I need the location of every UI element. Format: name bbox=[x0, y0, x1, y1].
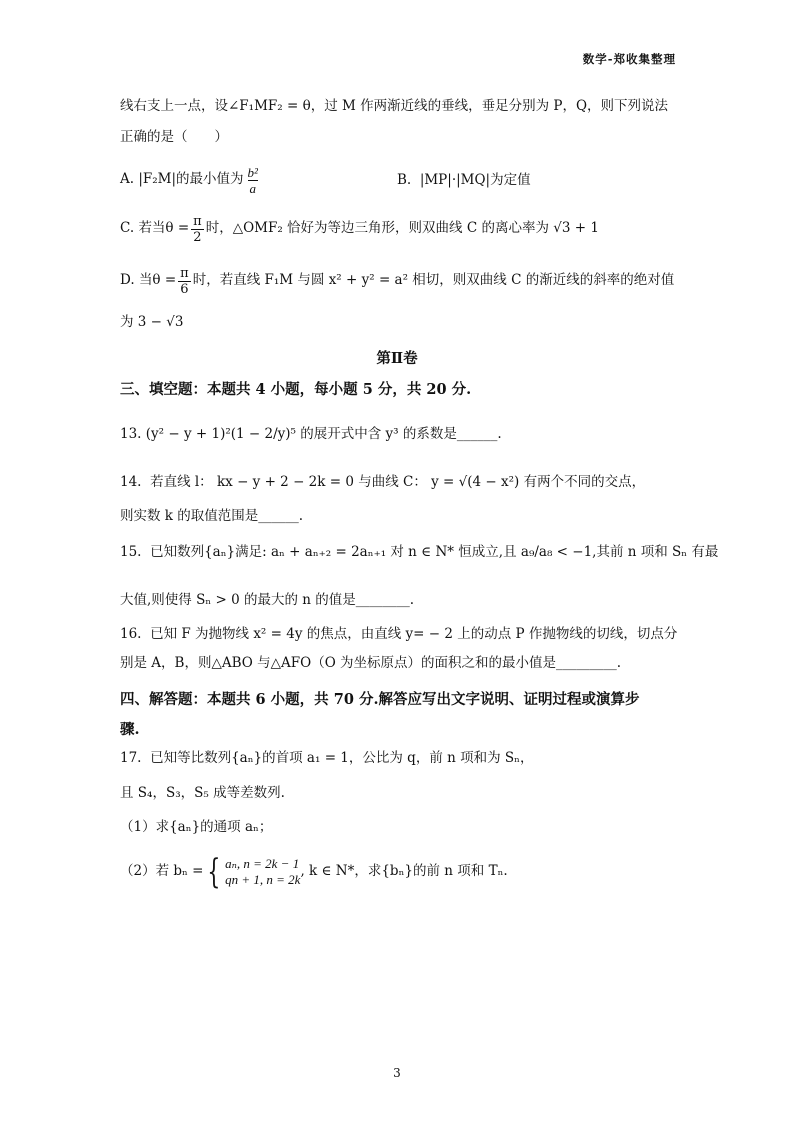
header-watermark: 数学-郑收集整理 bbox=[582, 52, 676, 66]
q14-text-line2: 则实数 k 的取值范围是______. bbox=[120, 508, 304, 524]
q12-option-a-text: |F₂M|的最小值为 bbox=[138, 171, 244, 188]
q17-part1: （1）求{aₙ}的通项 aₙ； bbox=[120, 819, 273, 835]
q12-option-a-label: A. bbox=[120, 171, 135, 188]
q12-option-d-numerator: π bbox=[180, 265, 189, 281]
q16-text-line2: 别是 A，B，则△ABO 与△AFO（O 为坐标原点）的面积之和的最小值是_________. bbox=[120, 655, 622, 671]
q12-option-c-text2: 时，△OMF₂ 恰好为等边三角形，则双曲线 C 的离心率为 √3 + 1 bbox=[205, 220, 599, 237]
q13-number: 13. bbox=[120, 426, 142, 443]
q15-number: 15. bbox=[120, 544, 142, 560]
piecewise-cases bbox=[225, 856, 300, 889]
q12-option-d-text2: 时，若直线 F₁M 与圆 x² + y² = a² 相切，则双曲线 C 的渐近线的斜率的绝对值 bbox=[192, 272, 675, 289]
q16-number: 16. bbox=[120, 626, 142, 642]
case-even: qn + 1, n = 2k bbox=[225, 872, 301, 887]
q12-option-d-label: D. bbox=[120, 272, 135, 289]
q17-part2 bbox=[120, 852, 508, 892]
q12-option-a-fraction bbox=[246, 166, 260, 195]
question-13 bbox=[120, 418, 502, 452]
q17-text-line2: 且 S₄，S₃，S₅ 成等差数列. bbox=[120, 785, 285, 801]
q12-option-c-text1: 若当θ = bbox=[138, 220, 190, 237]
left-brace: { bbox=[207, 852, 221, 892]
q17-part2-suffix: , k ∈ N*，求{bₙ}的前 n 项和 Tₙ. bbox=[300, 863, 508, 880]
q13-text: (y² − y + 1)²(1 − 2/y)⁵ 的展开式中含 y³ 的系数是______. bbox=[145, 426, 502, 443]
q12-option-a-numerator: b² bbox=[247, 164, 258, 180]
q12-option-d-fraction bbox=[178, 267, 191, 296]
q12-option-c-fraction bbox=[191, 215, 204, 244]
q12-option-d-line3: 为 3 − √3 bbox=[120, 314, 184, 330]
q12-stem-line1: 线右支上一点，设∠F₁MF₂ = θ，过 M 作两渐近线的垂线，垂足分别为 P，Q，则下列说法 bbox=[120, 98, 669, 114]
q12-option-a bbox=[120, 162, 262, 198]
q15-text-line1: 已知数列{aₙ}满足: aₙ + aₙ₊₂ = 2aₙ₊₁ 对 n ∈ N* 恒成立,且 a₉/a₈ < −1,其前 n 项和 Sₙ 有最 bbox=[150, 544, 719, 560]
q12-option-a-denominator: a bbox=[249, 180, 256, 196]
q14-number: 14. bbox=[120, 474, 142, 490]
question-17-line1 bbox=[120, 752, 533, 766]
q17-part2-prefix: （2）若 bₙ = bbox=[120, 863, 204, 880]
question-16-line1 bbox=[120, 628, 677, 642]
q17-number: 17. bbox=[120, 750, 142, 766]
part-two-title: 第Ⅱ卷 bbox=[376, 350, 418, 367]
section-four-heading-line1: 四、解答题：本题共 6 小题，共 70 分.解答应写出文字说明、证明过程或演算步 bbox=[120, 691, 640, 708]
section-four-heading-line2: 骤. bbox=[120, 721, 140, 738]
case-odd: aₙ, n = 2k − 1 bbox=[225, 855, 300, 871]
q14-text-line1: 若直线 l： kx − y + 2 − 2k = 0 与曲线 C： y = √(4 − x²) 有两个不同的交点， bbox=[150, 474, 646, 490]
q17-text-line1: 已知等比数列{aₙ}的首项 a₁ = 1，公比为 q，前 n 项和为 Sₙ， bbox=[150, 750, 534, 766]
q12-stem-line2: 正确的是（ ） bbox=[120, 129, 228, 145]
question-15-line1 bbox=[120, 546, 718, 560]
q12-option-b-label: B. bbox=[397, 172, 412, 188]
q15-text-line2: 大值,则使得 Sₙ > 0 的最大的 n 的值是________. bbox=[120, 592, 415, 608]
page-number: 3 bbox=[393, 1066, 401, 1080]
q12-option-c-denominator: 2 bbox=[193, 229, 202, 245]
q12-option-c bbox=[120, 212, 599, 246]
q12-option-c-label: C. bbox=[120, 220, 135, 237]
q12-option-d bbox=[120, 264, 674, 298]
question-14-line1 bbox=[120, 476, 645, 490]
q12-option-c-numerator: π bbox=[193, 213, 202, 229]
q12-option-d-text1: 当θ = bbox=[138, 272, 177, 289]
q12-option-b-text: |MP|·|MQ|为定值 bbox=[419, 172, 531, 188]
q12-option-d-denominator: 6 bbox=[180, 281, 189, 297]
q12-option-b bbox=[397, 174, 531, 188]
q16-text-line1: 已知 F 为抛物线 x² = 4y 的焦点，由直线 y= − 2 上的动点 P 作抛物线的切线，切点分 bbox=[150, 626, 678, 642]
section-three-heading: 三、填空题：本题共 4 小题，每小题 5 分，共 20 分. bbox=[120, 381, 472, 398]
